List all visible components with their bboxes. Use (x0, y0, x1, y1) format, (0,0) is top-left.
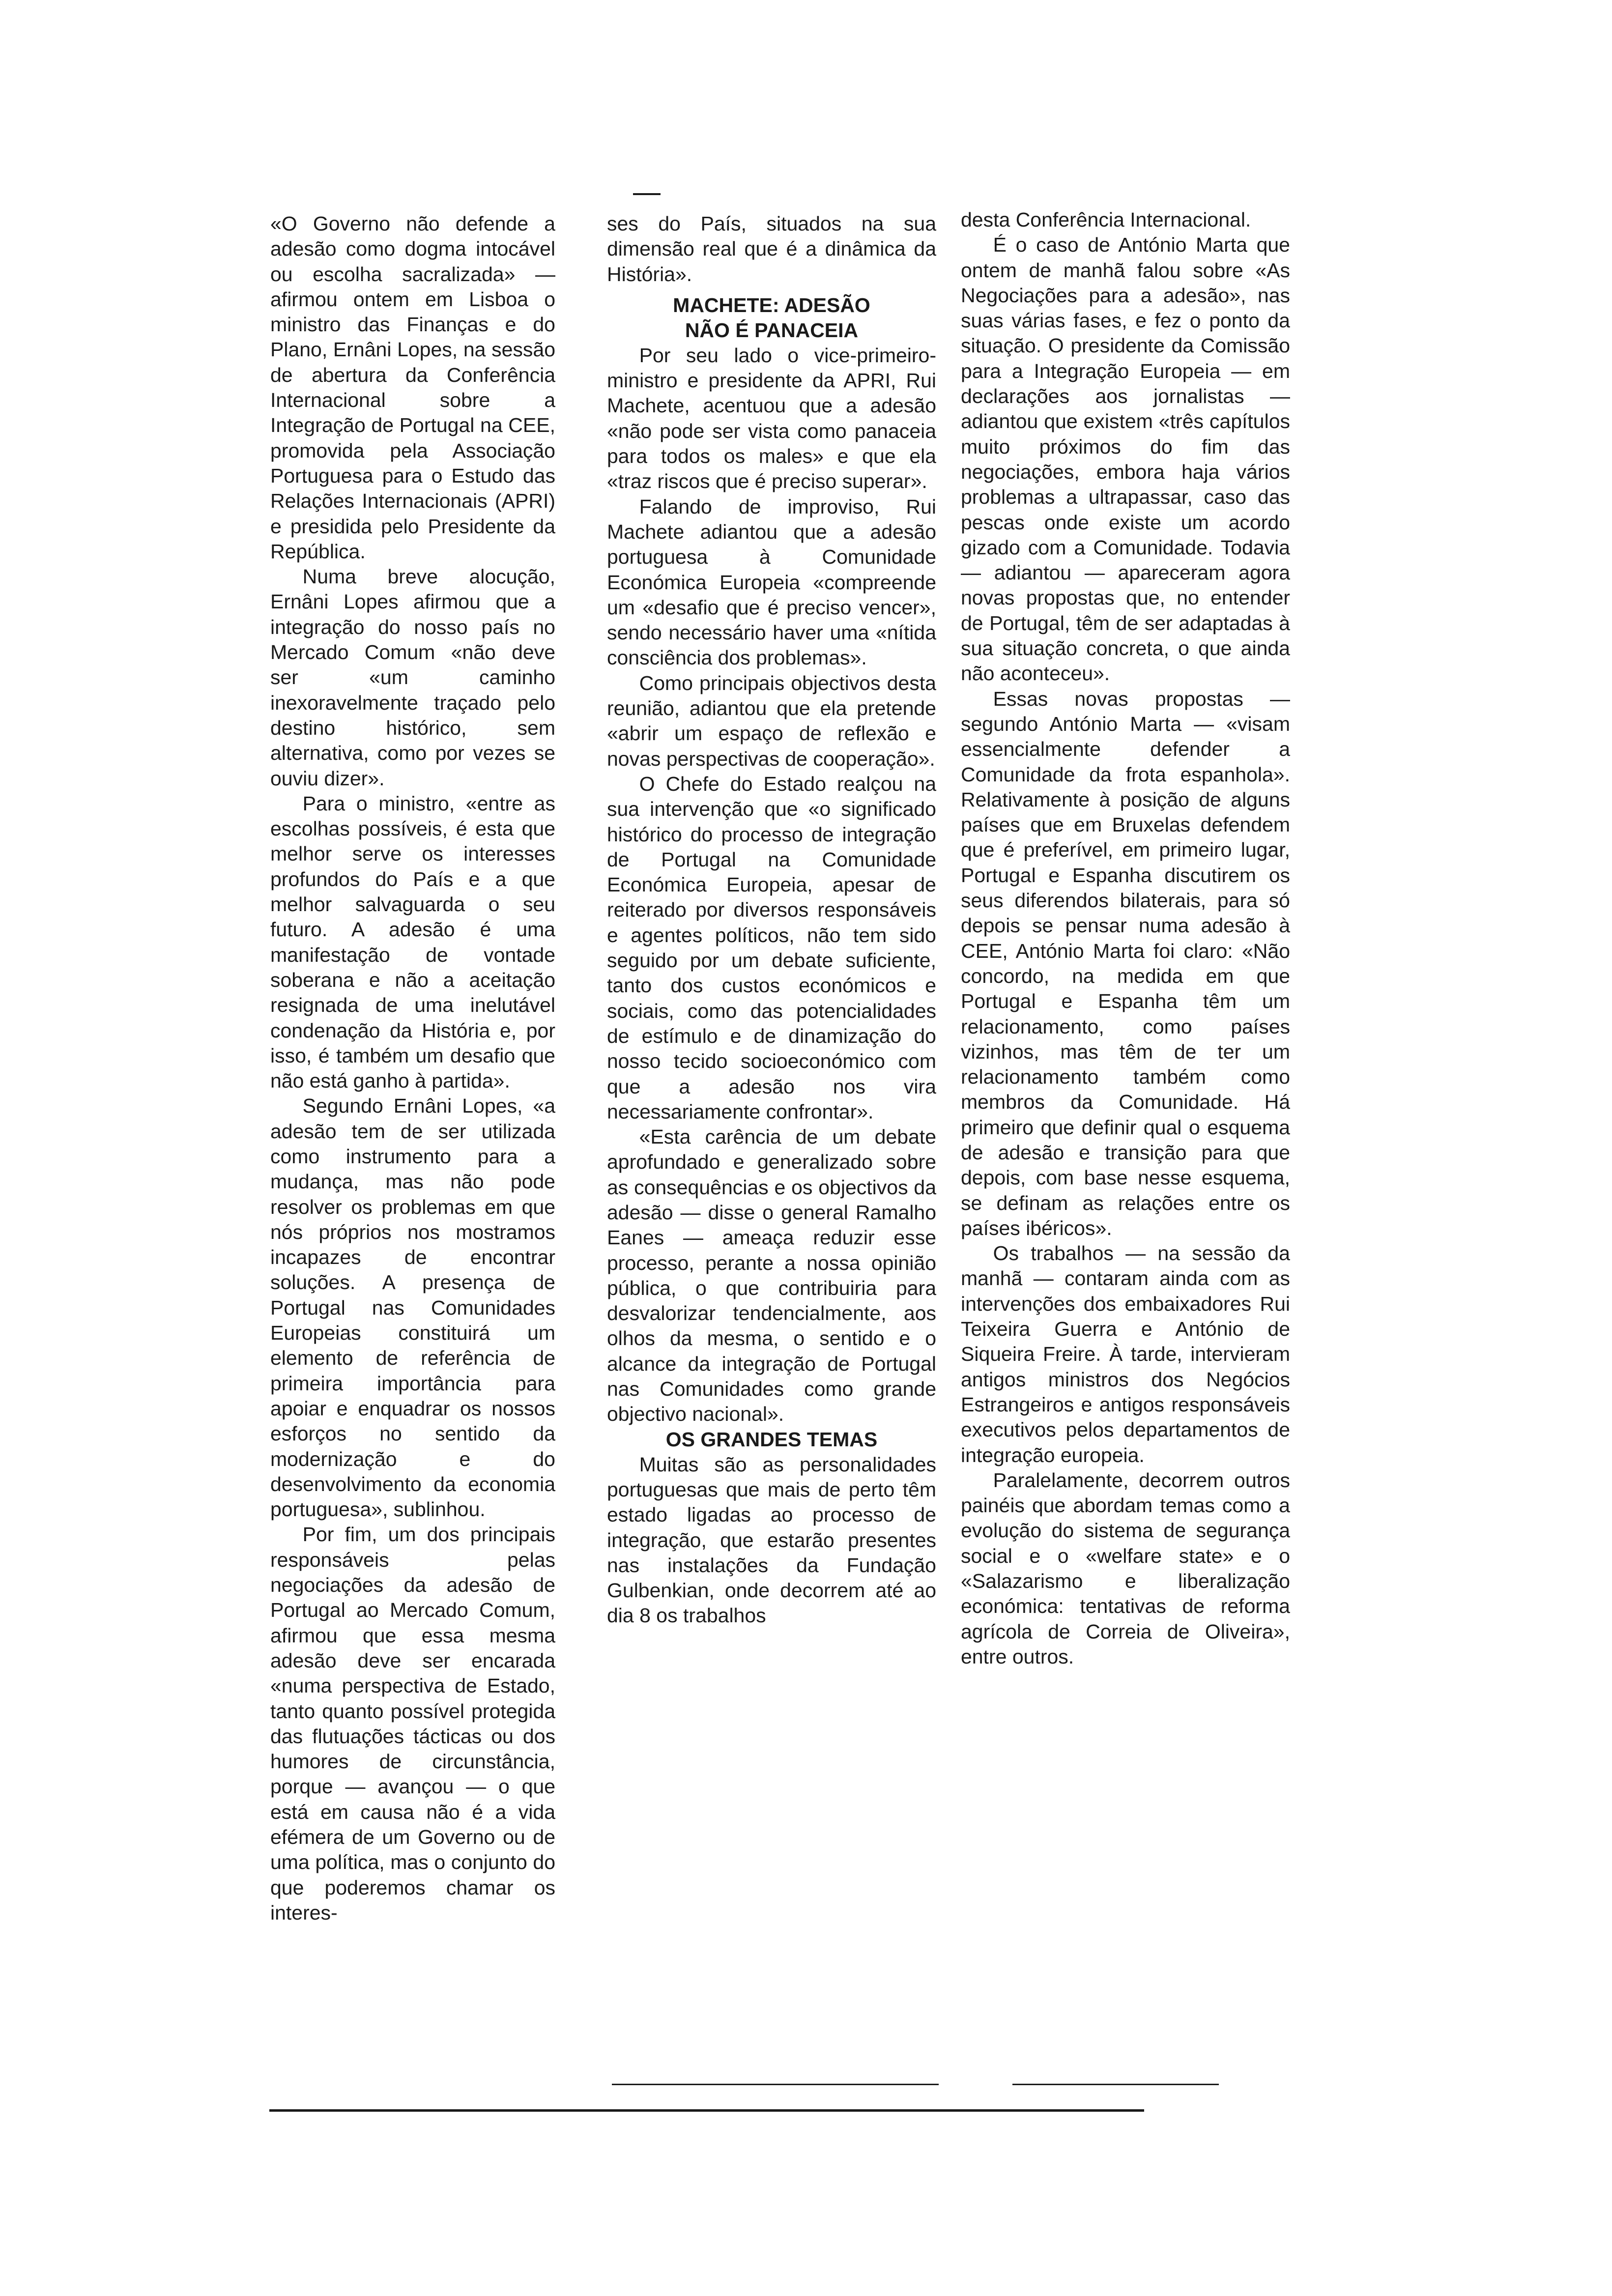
section-heading-machete-line-1: MACHETE: ADESÃO (673, 293, 870, 316)
paragraph: Os trabalhos — na sessão da manhã — contaram ainda com as intervenções dos embaixadores Rui Teixeira Guerra e António de Siqueira Freire. À tarde, intervieram antigos ministros dos Negócios Estrangeiros e antigos responsáveis executivos pelos departamentos de integração europeia. (961, 1242, 1290, 1466)
article-column-3 (961, 207, 1290, 1669)
paragraph: É o caso de António Marta que ontem de manhã falou sobre «As Negociações para a adesão», nas suas várias fases, e fez o ponto da situação. O presidente da Comissão para a Integração Europeia — em declarações aos jornalistas — adiantou que existem «três capítulos muito próximos do fim das negociações, embora haja vários problemas a ultrapassar, caso das pescas onde existe um acordo gizado com a Comunidade. Todavia — adiantou — apareceram agora novas propostas que, no entender de Portugal, têm de ser adaptadas à sua situação concreta, o que ainda não aconteceu». (961, 233, 1290, 685)
paragraph: «O Governo não defende a adesão como dogma intocável ou escolha sacralizada» — afirmou ontem em Lisboa o ministro das Finanças e do Plano, Ernâni Lopes, na sessão de abertura da Conferência Internacional sobre a Integração de Portugal na CEE, promovida pela Associação Portuguesa para o Estudo das Relações Internacionais (APRI) e presidida pelo Presidente da República. (270, 212, 555, 563)
paragraph: Para o ministro, «entre as escolhas possíveis, é esta que melhor serve os interesses profundos do País e a que melhor salvaguarda o seu futuro. A adesão é uma manifestação de vontade soberana e não a aceitação resignada de uma inelutável condenação da História e, por isso, é também um desafio que não está ganho à partida». (270, 792, 555, 1092)
paragraph: ses do País, situados na sua dimensão real que é a dinâmica da História». (607, 212, 936, 286)
paragraph: Segundo Ernâni Lopes, «a adesão tem de ser utilizada como instrumento para a mudança, mas não pode resolver os problemas em que nós próprios nos mostramos incapazes de encontrar soluções. A presença de Portugal nas Comunidades Europeias constituirá um elemento de referência de primeira importância para apoiar e enquadrar os nossos esforços no sentido da modernização e do desenvolvimento da economia portuguesa», sublinhou. (270, 1094, 555, 1521)
column-end-rule (1012, 2084, 1219, 2085)
paragraph: Paralelamente, decorrem outros painéis que abordam temas como a evolução do sistema de segurança social e o «welfare state» e o «Salazarismo e liberalização económica: tentativas de reforma agrícola de Correia de Oliveira», entre outros. (961, 1468, 1290, 1668)
paragraph: «Esta carência de um debate aprofundado e generalizado sobre as consequências e os objectivos da adesão — disse o general Ramalho Eanes — ameaça reduzir esse processo, perante a nossa opinião pública, o que contribuiria para desvalorizar tendencialmente, aos olhos da mesma, o sentido e o alcance da integração de Portugal nas Comunidades como grande objectivo nacional». (607, 1125, 936, 1426)
paragraph: Muitas são as personalidades portuguesas que mais de perto têm estado ligadas ao processo de integração, que estarão presentes nas instalações da Fundação Gulbenkian, onde decorrem até ao dia 8 os trabalhos (607, 1453, 936, 1627)
section-heading-grandes-temas: OS GRANDES TEMAS (665, 1428, 878, 1451)
paragraph: Por fim, um dos principais responsáveis pelas negociações da adesão de Portugal ao Mercado Comum, afirmou que essa mesma adesão deve ser encarada «numa perspectiva de Estado, tanto quanto possível protegida das flutuações tácticas ou dos humores de circunstância, porque — avançou — o que está em causa não é a vida efémera de um Governo ou de uma política, mas o conjunto do que poderemos chamar os interes- (270, 1523, 555, 1924)
paragraph: Por seu lado o vice-primeiro-ministro e presidente da APRI, Rui Machete, acentuou que a adesão «não pode ser vista como panaceia para todos os males» e que ela «traz riscos que é preciso superar». (607, 344, 936, 493)
section-heading-machete-line-2: NÃO É PANACEIA (685, 318, 859, 342)
bottom-rule (269, 2109, 1144, 2112)
column-end-rule (612, 2084, 939, 2085)
article-column-2 (607, 211, 936, 1629)
paragraph: Essas novas propostas — segundo António Marta — «visam essencialmente defender a Comunidade da frota espanhola». Relativamente à posição de alguns países que em Bruxelas defendem que é preferível, em primeiro lugar, Portugal e Espanha discutirem os seus diferendos bilaterais, para só depois se pensar numa adesão à CEE, António Marta foi claro: «Não concordo, na medida em que Portugal e Espanha têm um relacionamento, como países vizinhos, mas têm de ter um relacionamento também como membros da Comunidade. Há primeiro que definir qual o esquema de adesão e transição para que depois, com base nesse esquema, se definam as relações entre os países ibéricos». (961, 687, 1290, 1239)
paragraph: Numa breve alocução, Ernâni Lopes afirmou que a integração do nosso país no Mercado Comum «não deve ser «um caminho inexoravelmente traçado pelo destino histórico, sem alternativa, como por vezes se ouviu dizer». (270, 565, 555, 790)
paragraph: Como principais objectivos desta reunião, adiantou que ela pretende «abrir um espaço de reflexão e novas perspectivas de cooperação». (607, 671, 936, 770)
paragraph: O Chefe do Estado realçou na sua intervenção que «o significado histórico do processo de integração de Portugal na Comunidade Económica Europeia, apesar de reiterado por diversos responsáveis e agentes políticos, não tem sido seguido por um debate suficiente, tanto dos custos económicos e sociais, como das potencialidades de estímulo e de dinamização do nosso tecido socioeconómico com que a adesão nos vira necessariamente confrontar». (607, 772, 936, 1123)
top-dash-mark (633, 193, 661, 195)
paragraph: Falando de improviso, Rui Machete adiantou que a adesão portuguesa à Comunidade Económica Europeia «compreende um «desafio que é preciso vencer», sendo necessário haver uma «nítida consciência dos problemas». (607, 495, 936, 669)
article-column-1 (270, 211, 555, 1925)
paragraph: desta Conferência Internacional. (961, 208, 1251, 231)
